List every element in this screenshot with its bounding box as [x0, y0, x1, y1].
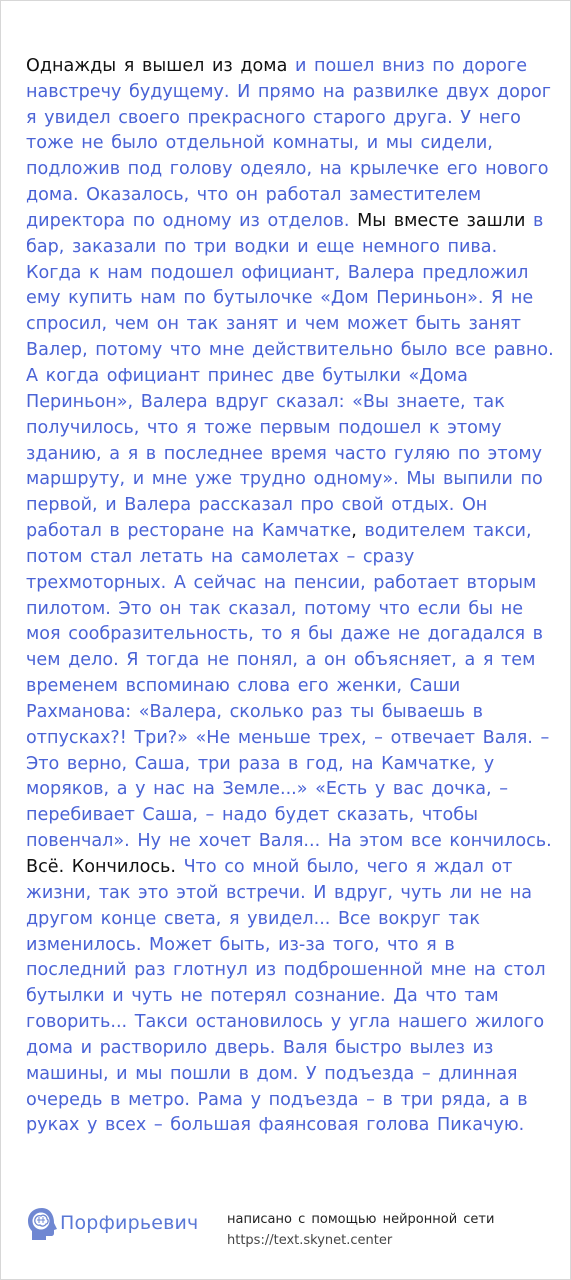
brain-head-icon [26, 1206, 60, 1244]
ai-segment: Что со мной было, чего я ждал от жизни, так это этой встречи. И вдруг, чуть ли не на другом конце света, я увидел... Все вокруг так изменилось. Может быть, из-за того, что я в последний раз глотнул из подброшенной мне на стол бутылки и чуть не потерял сознание. Да что там говорить... Такси остановилось у угла нашего жилого дома и растворило дверь. Валя быстро вылез из машины, и мы пошли в дом. У подъезда – длинная очередь в метро. Рама у подъезда – в три ряда, а в руках у всех – большая фаянсовая голова Пикачую. [26, 857, 546, 1136]
story-text [26, 28, 554, 1139]
brand-name: Порфирьевич [60, 1212, 199, 1234]
human-segment: Мы вместе зашли [357, 210, 534, 231]
ai-segment: водителем такси, потом стал летать на самолетах – сразу трехмоторных. А сейчас на пенсии, работает вторым пилотом. Это он так сказал, потому что если бы не моя сообразительность, то я бы даже не догадался в чем дело. Я тогда не понял, а он объясняет, а я тем временем вспоминаю слова его женки, Саши Рахманова: «Валера, сколько раз ты бываешь в отпусках?! Три?» «Не меньше трех, – отвечает Валя. – Это верно, Саша, три раза в год, на Камчатке, у моряков, а у нас на Земле...» «Есть у вас дочка, – перебивает Саша, – надо будет сказать, чтобы повенчал». Ну не хочет Валя... На этом все кончилось. [26, 521, 552, 852]
ai-segment: и пошел вниз по дороге навстречу будущему. И прямо на развилке двух дорог я увидел своего прекрасного старого друга. У него тоже не было отдельной комнаты, и мы сидели, подложив под голову одеяло, на крылечке его нового дома. Оказалось, что он работал заместителем директора по одному из отделов. [26, 55, 552, 231]
ai-segment: в бар, заказали по три водки и еще немного пива. Когда к нам подошел официант, Валера предложил ему купить нам по бутылочке «Дом Периньон». Я не спросил, чем он так занят и чем может быть занят Валер, потому что мне действительно было все равно. А когда официант принес две бутылки «Дома Периньон», Валера вдруг сказал: «Вы знаете, так получилось, что я тоже первым подошел к этому зданию, а я в последнее время часто гуляю по этому маршруту, и мне уже трудно одному». Мы выпили по первой, и Валера рассказал про свой отдых. Он работал в ресторане на Камчатке [26, 210, 554, 542]
tagline: написано с помощью нейронной сети [227, 1212, 495, 1227]
human-segment: , [351, 521, 357, 542]
site-url[interactable]: https://text.skynet.center [227, 1233, 393, 1248]
footer [26, 1204, 554, 1260]
human-segment: Всё. Кончилось. [26, 857, 184, 877]
human-segment: Однажды я вышел из дома [26, 55, 295, 76]
